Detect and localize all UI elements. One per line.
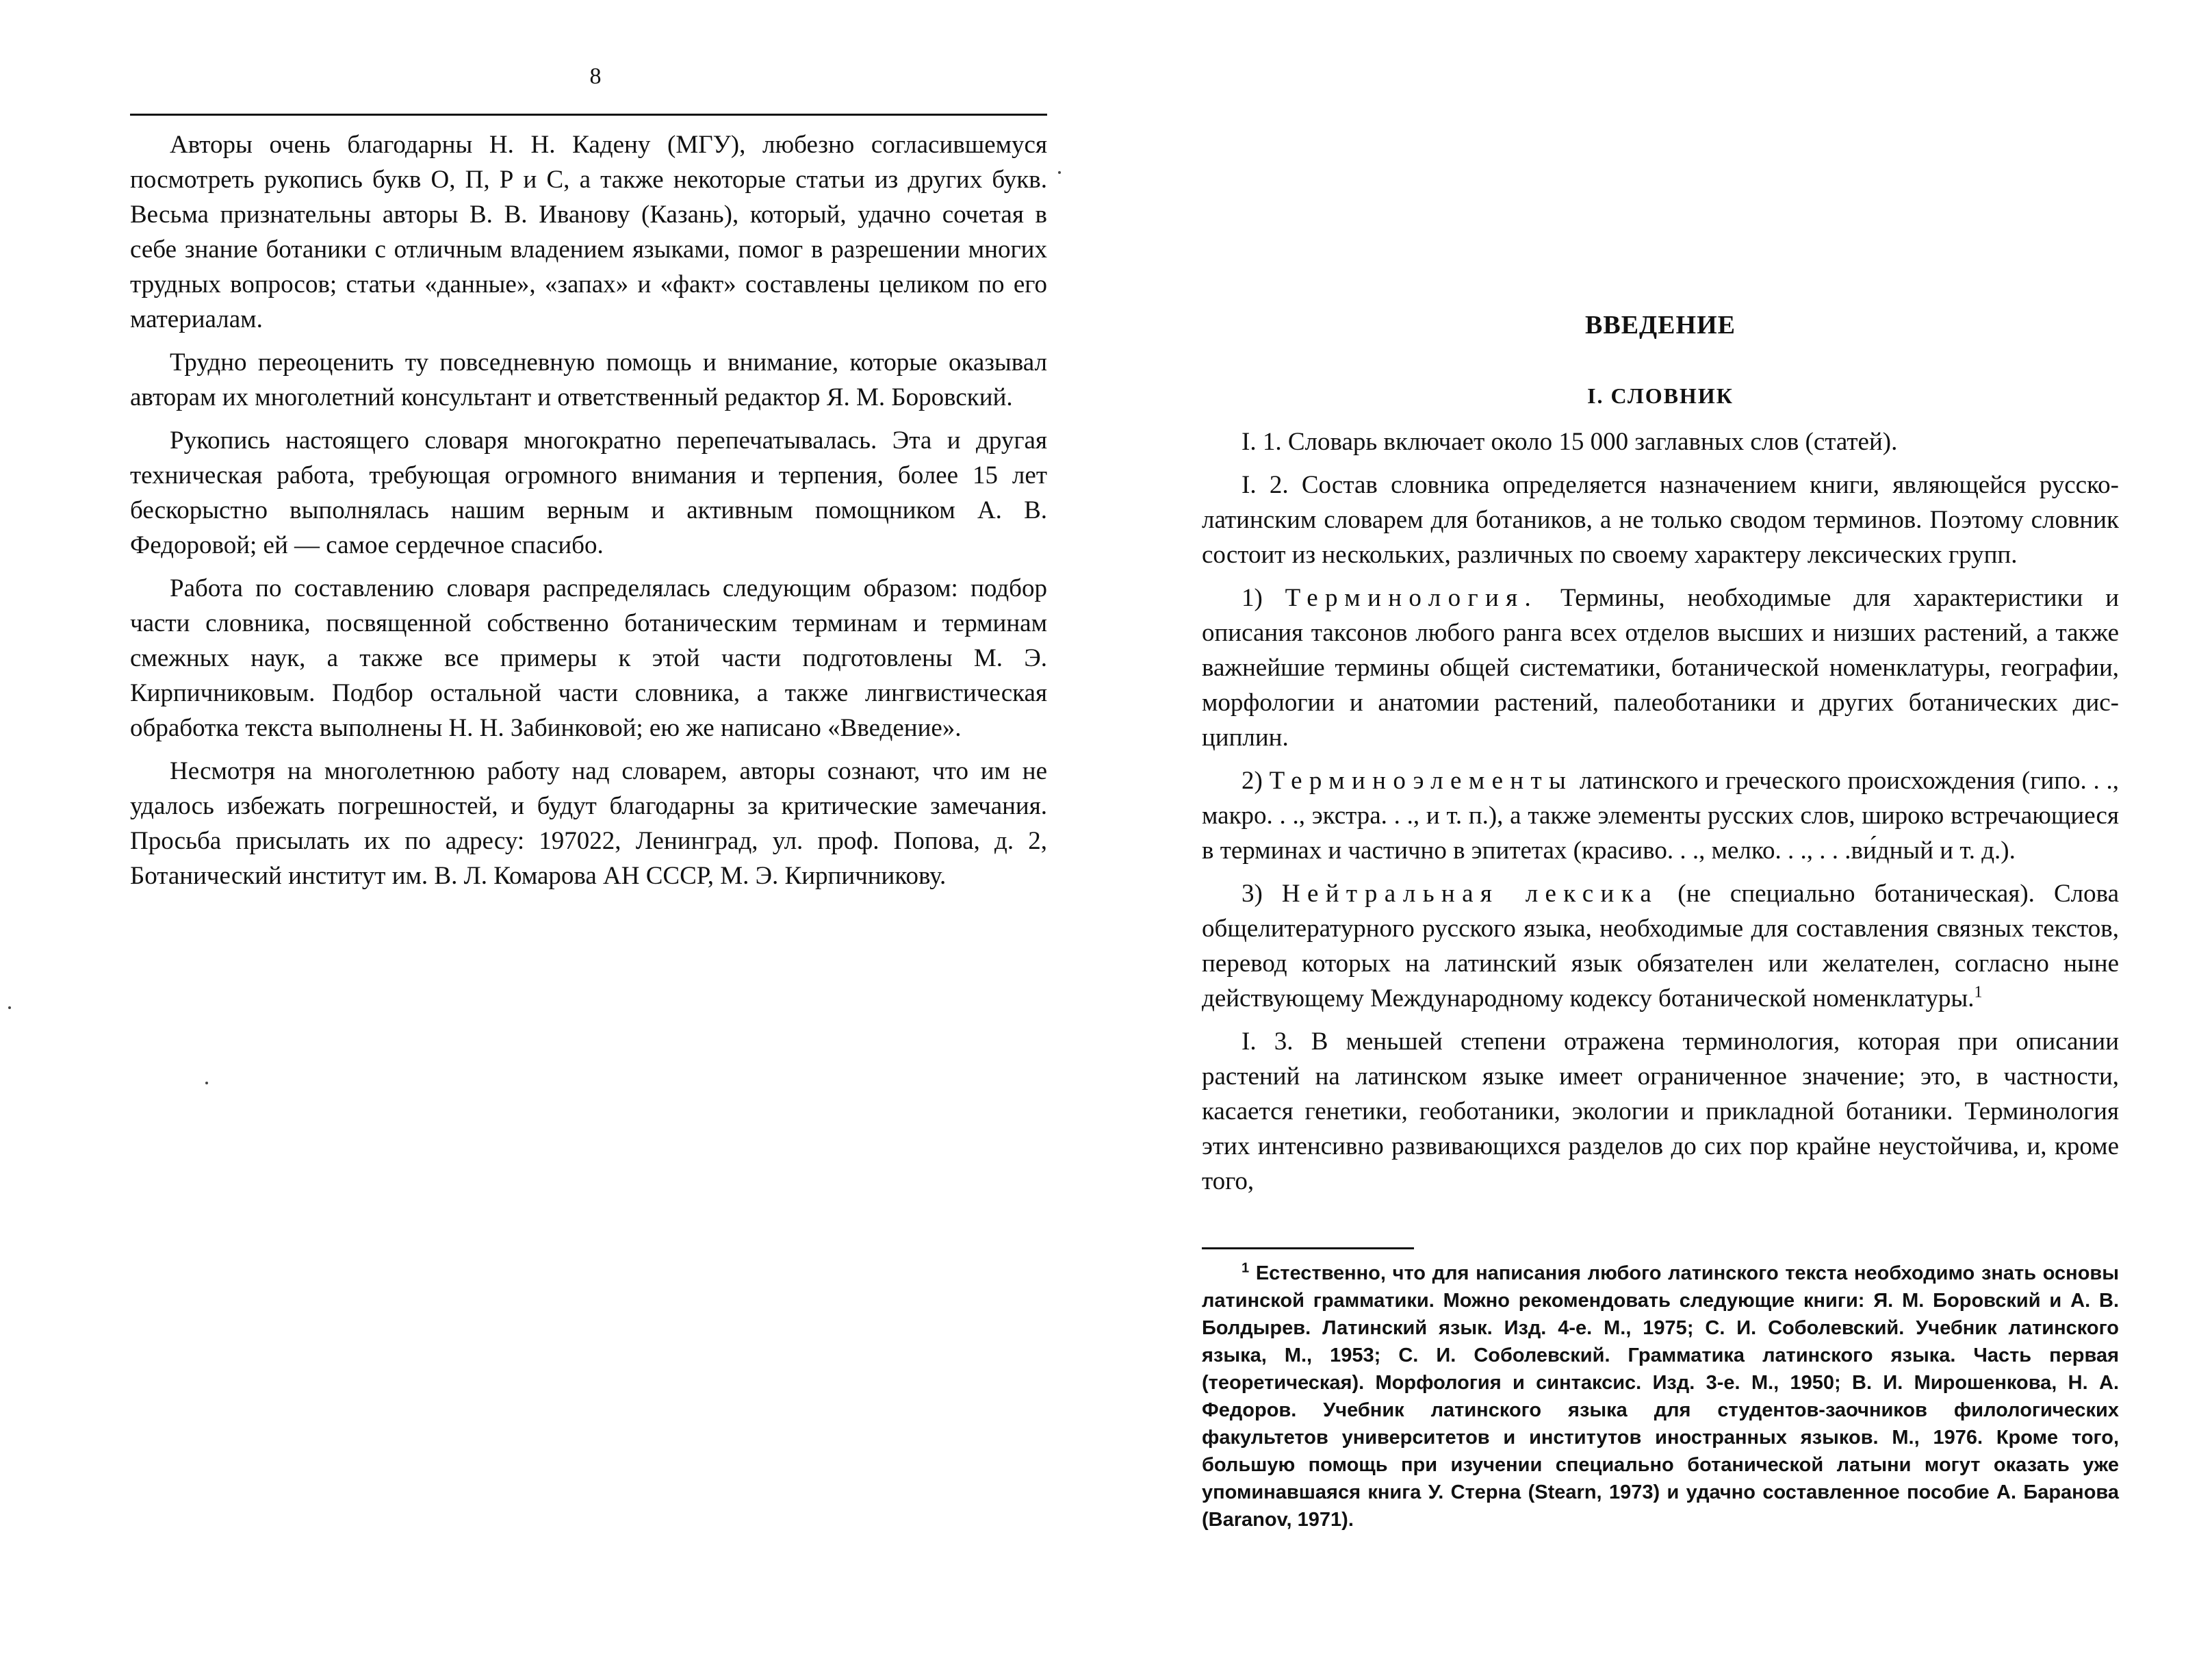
footnote-reference[interactable]: 1	[1974, 983, 1983, 1002]
scan-speck	[205, 1082, 208, 1084]
paragraph: I. 3. В меньшей степени отражена терминология, которая при описании растений на латинском языке имеет ограниченное значение; это, в частности, касается генетики, геоботаники, экологии и прикладной ботаники. Терминология этих интенсивно развивающихся разделов до сих пор крайне неустойчива, и, кроме того,	[1202, 1028, 2119, 1195]
scan-speck	[8, 1006, 11, 1009]
paragraph: Рукопись настоящего словаря многократно перепечатывалась. Эта и другая техническая работа, требующая огромного внимания и терпения, более 15 лет бескорыстно выполнялась нашим верным и активным помощником А. В. Федоровой; ей — самое сердечное спасибо.	[130, 426, 1047, 559]
scan-speck	[1058, 171, 1061, 174]
chapter-title: ВВЕДЕНИЕ	[1585, 311, 1736, 340]
footnote-text: Естественно, что для написания любого латинского текста необходимо знать основы латинской грамматики. Можно рекомендовать следующие книги: Я. М. Боровский и А. В. Болдырев. Латинский язык. Изд. 4-е. М., 1975; С. И. Соболевский. Учебник латинского языка, М., 1953; С. И. Соболевский. Грамматика латинского языка. Часть первая (теоретическая). Морфология и синтаксис. Изд. 3-е. М., 1950; В. И. Мирошенкова, Н. А. Федоров. Учебник латинского языка для студентов-заочников филологических факультетов университетов и институтов иностранных языков. М., 1976. Кроме того, большую помощь при изучении специально ботанической латыни могут оказать уже упоминавшаяся книга У. Стерна (Stearn, 1973) и удачно составленное пособие А. Баранова (Baranov, 1971).	[1202, 1262, 2119, 1531]
paragraph	[1202, 763, 2119, 868]
paragraph: Работа по составлению словаря распределялась следующим образом: подбор части словника, посвященной собственно ботаническим терминам и терминам смежных наук, а также все примеры к этой части подготовлены М. Э. Кирпичниковым. Подбор остальной части словника, а также лингвистическая обработка текста выполнены Н. Н. Забинковой; ею же написано «Введение».	[130, 574, 1047, 742]
list-marker: 2)	[1242, 767, 1263, 795]
paragraph-text: (не специально ботаническая). Слова общелитературного русского языка, необходимые для составления связных текстов, перевод которых на латинский язык обязателен или желателен, согласно ныне действующему Международному кодексу ботанической номенклатуры.	[1202, 880, 2120, 1012]
paragraph: Авторы очень благодарны Н. Н. Кадену (МГУ), любезно согласившемуся посмотреть рукопись букв О, П, Р и С, а также некоторые статьи из других букв. Весьма признательны авторы В. В. Иванову (Казань), который, удачно сочетая в себе знание ботаники с отличным владением языками, помог в разрешении многих трудных вопросов; статьи «данные», «запах» и «факт» составлены целиком по его материалам.	[130, 131, 1047, 333]
footnote-rule	[1202, 1247, 1414, 1249]
paragraph: I. 2. Состав словника определяется назначением книги, являющейся русско-латинским словарем для ботаников, а не только сводом терминов. Поэтому словник состоит из нескольких, различных по своему характеру лексических групп.	[1202, 471, 2119, 569]
introduction-text	[1202, 308, 2119, 1207]
paragraph	[1202, 876, 2119, 1016]
paragraph-text: латинского и греческого происхождения (гипо. . ., макро. . ., экстра. . ., и т. п.), а также элементы русских слов, широко встречающиеся в терминах и частично в эпитетах (красиво. . ., мелко. . ., . . .ви́дный и т. д.).	[1202, 767, 2120, 865]
header-rule	[130, 114, 1047, 116]
spaced-term: Терминология.	[1285, 584, 1539, 612]
spaced-term: Нейтральная лексика	[1281, 880, 1659, 908]
list-marker: 1)	[1242, 584, 1263, 612]
paragraph	[1202, 581, 2119, 755]
acknowledgements-text	[130, 127, 1047, 902]
paragraph: Трудно переоценить ту повседневную помощь и внимание, которые оказывал авторам их многолетний консультант и ответственный редактор Я. М. Боровский.	[130, 348, 1047, 411]
paragraph: Несмотря на многолетнюю работу над словарем, авторы сознают, что им не удалось избежать погрешностей, и будут благодарны за критические замечания. Просьба присылать их по адресу: 197022, Ленинград, ул. проф. Попова, д. 2, Ботанический институт им. В. Л. Комарова АН СССР, М. Э. Кирпичникову.	[130, 757, 1047, 890]
footnote-number: 1	[1242, 1260, 1250, 1276]
list-marker: 3)	[1242, 880, 1263, 908]
right-page	[1106, 0, 2212, 1669]
paragraph-text: Термины, необходимые для характеристики и описания таксонов любого ранга всех отделов высших и низших растений, а также важнейшие термины общей систематики, ботанической номенклатуры, географии, морфологии и анатомии растений, палеоботаники и других ботанических дисциплин.	[1202, 584, 2120, 752]
footnote	[1202, 1260, 2119, 1533]
paragraph: I. 1. Словарь включает около 15 000 заглавных слов (статей).	[1242, 428, 1898, 456]
spaced-term: Терминоэлементы	[1269, 767, 1573, 795]
page-number: 8	[589, 64, 602, 89]
section-title: I. СЛОВНИК	[1587, 383, 1734, 408]
